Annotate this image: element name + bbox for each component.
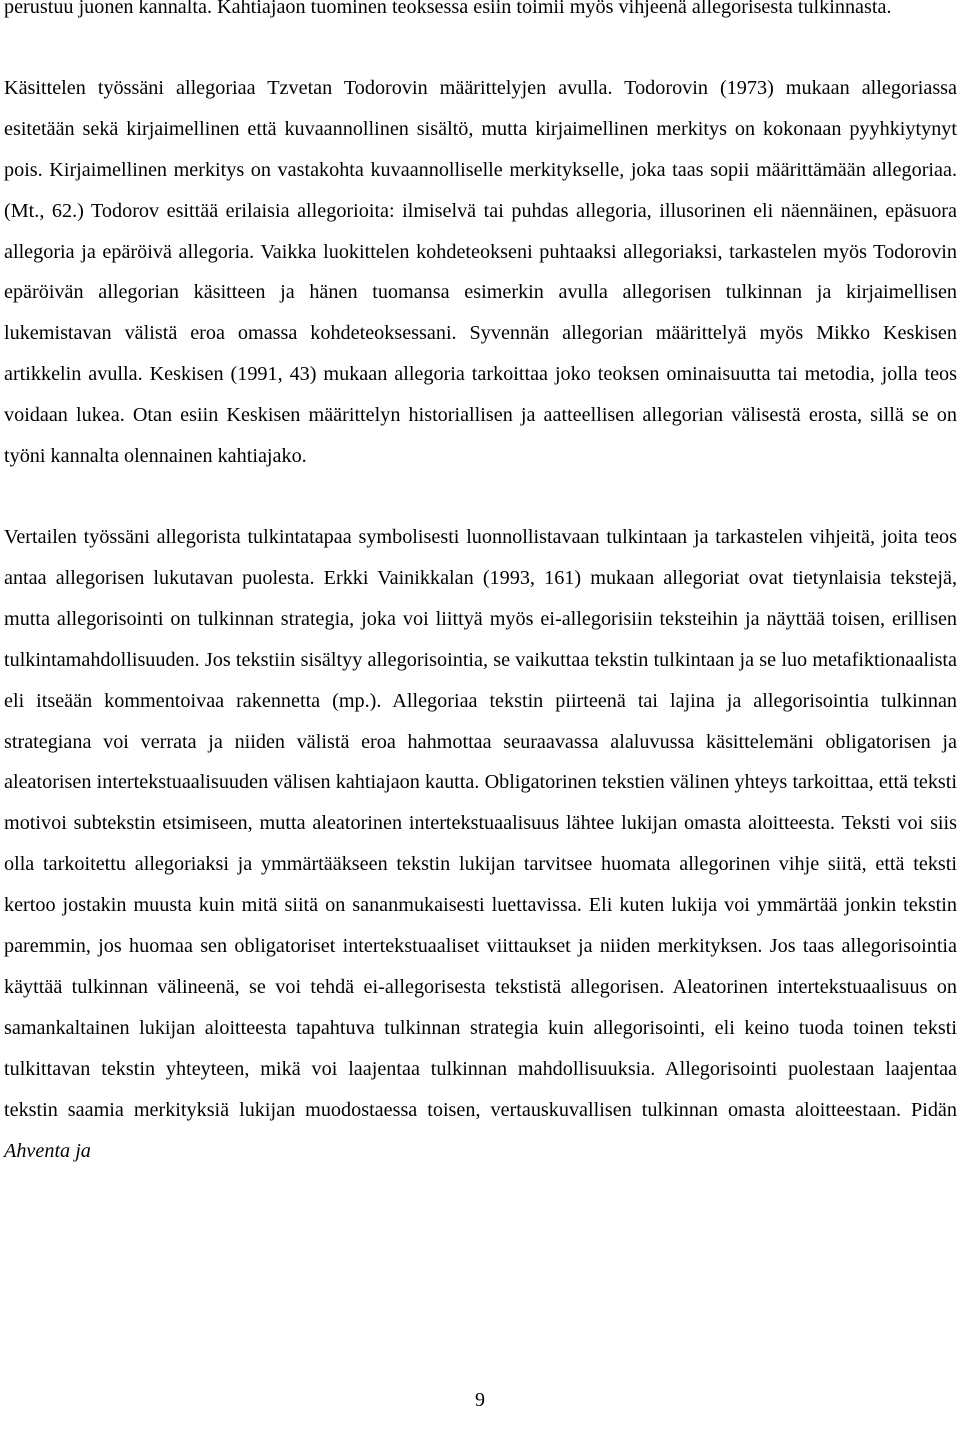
paragraph-2: Käsittelen työssäni allegoriaa Tzvetan Todorovin määrittelyjen avulla. Todorovin (1973) mukaan allegoriassa esitetään sekä kirjaimellinen että kuvaannollinen sisältö, mutta kirjaimellinen merkitys on kokonaan pyyhkiytynyt pois. Kirjaimellinen merkitys on vastakohta kuvaannolliselle merkitykselle, joka taas sopii määrittämään allegoriaa. (Mt., 62.) Todorov esittää erilaisia allegorioita: ilmiselvä tai puhdas allegoria, illusorinen eli näennäinen, epäsuora allegoria ja epäröivä allegoria. Vaikka luokittelen kohdeteokseni puhtaaksi allegoriaksi, tarkastelen myös Todorovin epäröivän allegorian käsitteen ja hänen tuomansa esimerkin avulla allegorisen tulkinnan ja kirjaimellisen lukemistavan välistä eroa omassa kohdeteoksessani. Syvennän allegorian määrittelyä myös Mikko Keskisen artikkelin avulla. Keskisen (1991, 43) mukaan allegoria tarkoittaa joko teoksen ominaisuutta tai metodia, jolla teos voidaan lukea. Otan esiin Keskisen määrittelyn historiallisen ja aatteellisen allegorian välisestä erosta, sillä se on työni kannalta olennainen kahtiajako. [4, 76, 957, 468]
paragraph-1: perustuu juonen kannalta. Kahtiajaon tuominen teoksessa esiin toimii myös vihjeenä allegorisesta tulkinnasta. [4, 0, 892, 18]
document-page [4, 0, 957, 1171]
book-title-italic: Ahventa ja [4, 1139, 91, 1162]
paragraph-3 [4, 517, 957, 1172]
page-number: 9 [475, 1389, 485, 1411]
paragraph-3-text: Vertailen työssäni allegorista tulkintatapaa symbolisesti luonnollistavaan tulkintaan ja tarkastelen vihjeitä, joita teos antaa allegorisen lukutavan puolesta. Erkki Vainikkalan (1993, 161) mukaan allegoriat ovat tietynlaisia tekstejä, mutta allegorisointi on tulkinnan strategia, joka voi liittyä myös ei-allegorisiin teksteihin ja näyttää toisen, erillisen tulkintamahdollisuuden. Jos tekstiin sisältyy allegorisointia, se vaikuttaa tekstin tulkintaan ja se luo metafiktionaalista eli itseään kommentoivaa rakennetta (mp.). Allegoriaa tekstin piirteenä tai lajina ja allegorisointia tulkinnan strategiana voi verrata ja niiden välistä eroa hahmottaa seuraavassa alaluvussa käsittelemäni obligatorisen ja aleatorisen intertekstuaalisuuden välisen kahtiajaon kautta. Obligatorinen tekstien välinen yhteys tarkoittaa, että teksti motivoi subtekstin etsimiseen, mutta aleatorinen intertekstuaalisuus lähtee lukijan omasta aloitteesta. Teksti voi siis olla tarkoitettu allegoriaksi ja ymmärtääkseen tekstin lukijan tarvitsee huomata allegorinen vihje siitä, että teksti kertoo jostakin muusta kuin mitä siitä on sananmukaisesti luettavissa. Eli kuten lukija voi ymmärtää jonkin tekstin paremmin, jos huomaa sen obligatoriset intertekstuaaliset viittaukset ja niiden merkityksen. Jos taas allegorisointia käyttää tulkinnan välineenä, se voi tehdä ei-allegorisesta tekstistä allegorisen. Aleatorinen intertekstuaalisuus on samankaltainen lukijan aloitteesta tapahtuva tulkinnan strategia kuin allegorisointi, eli keino tuoda toinen teksti tulkittavan tekstin yhteyteen, mikä voi laajentaa tulkinnan mahdollisuuksia. Allegorisointi puolestaan laajentaa tekstin saamia merkityksiä lukijan muodostaessa toisen, vertauskuvallisen tulkinnan omasta aloitteestaan. Pidän [4, 525, 957, 1121]
